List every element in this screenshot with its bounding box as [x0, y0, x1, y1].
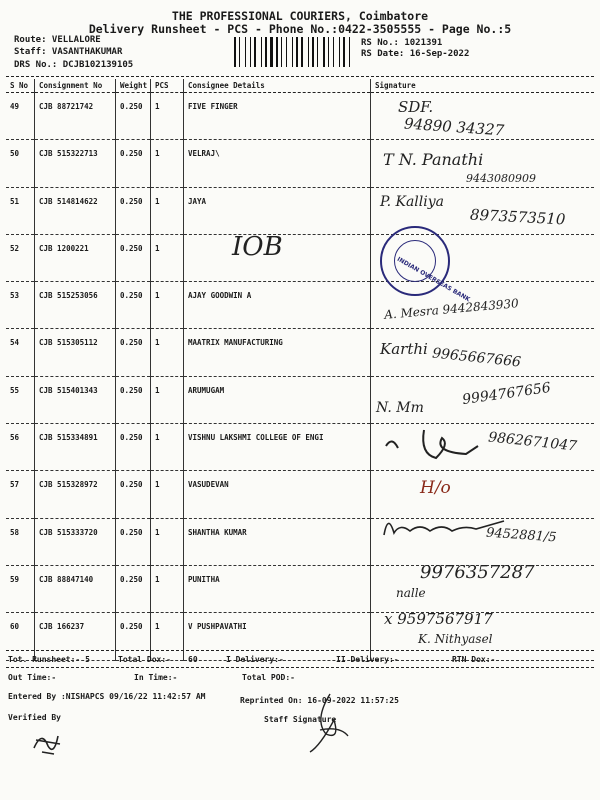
table-header-row [6, 79, 594, 93]
cell-weight: 0.250 [116, 471, 151, 518]
handwriting-r58: 9452881/5 [485, 525, 557, 546]
cell-consignee: MAATRIX MANUFACTURING [184, 329, 371, 376]
footer-divider-2 [6, 667, 594, 668]
cell-consignee: SHANTHA KUMAR [184, 518, 371, 565]
cell-sno: 54 [6, 329, 35, 376]
cell-pcs: 1 [151, 424, 184, 471]
cell-consignee: VELRAJ\ [184, 140, 371, 187]
handwriting-r49a: SDF. [398, 98, 434, 116]
cell-pcs: 1 [151, 282, 184, 329]
cell-consignment: CJB 514814622 [35, 187, 116, 234]
handwriting-r60a: x 9597567917 [384, 610, 493, 628]
cell-sno: 52 [6, 234, 35, 281]
col-pcs: PCS [151, 79, 184, 93]
cell-weight: 0.250 [116, 329, 151, 376]
barcode-bar [349, 37, 350, 67]
col-consignment: Consignment No [35, 79, 116, 93]
handwriting-r59a: 9976357287 [420, 562, 535, 583]
cell-pcs: 1 [151, 613, 184, 660]
rs-number: RS No.: 1021391 [361, 38, 443, 48]
barcode-bar [268, 37, 269, 67]
tot-runsheet: Tot. Runsheet:- 5 [8, 655, 90, 664]
barcode-bar [274, 37, 275, 67]
barcode-bar [276, 37, 278, 67]
barcode-bar [279, 37, 280, 67]
barcode-bar [234, 37, 236, 67]
verified-signature [28, 726, 68, 758]
barcode-bar [254, 37, 256, 67]
cell-pcs: 1 [151, 329, 184, 376]
barcode-bar [341, 37, 342, 67]
cell-sno: 49 [6, 93, 35, 140]
cell-consignment: CJB 515305112 [35, 329, 116, 376]
rtn-dox: RTN Dox:- [452, 655, 496, 664]
barcode-bar [283, 37, 285, 67]
barcode-bar [252, 37, 253, 67]
ii-delivery: II Delivery:- [336, 655, 399, 664]
in-time: In Time:- [134, 673, 178, 682]
cell-weight: 0.250 [116, 613, 151, 660]
cell-sno: 58 [6, 518, 35, 565]
handwriting-r51a: P. Kalliya [380, 194, 444, 210]
cell-pcs: 1 [151, 234, 184, 281]
barcode-bar [241, 37, 244, 67]
cell-consignee: AJAY GOODWIN A [184, 282, 371, 329]
cell-weight: 0.250 [116, 518, 151, 565]
rs-date: RS Date: 16-Sep-2022 [361, 49, 470, 59]
cell-weight: 0.250 [116, 424, 151, 471]
cell-weight: 0.250 [116, 565, 151, 612]
barcode-bar [250, 37, 251, 67]
total-dox-value: 60 [188, 655, 198, 664]
cell-consignment: CJB 166237 [35, 613, 116, 660]
barcode-bar [326, 37, 327, 67]
cell-consignee: V PUSHPAVATHI [184, 613, 371, 660]
barcode-bar [333, 37, 334, 67]
table-row [6, 93, 594, 140]
handwriting-r60b: K. Nithyasel [418, 632, 493, 646]
barcode-bar [335, 37, 338, 67]
cell-consignment: CJB 1200221 [35, 234, 116, 281]
reprinted-on: Reprinted On: 16-09-2022 11:57:25 [240, 696, 399, 705]
cell-pcs: 1 [151, 471, 184, 518]
barcode-bar [263, 37, 264, 67]
barcode-bar [265, 37, 267, 67]
cell-consignee: VISHNU LAKSHMI COLLEGE OF ENGI [184, 424, 371, 471]
handwriting-r56: 9862671047 [487, 429, 578, 455]
cell-pcs: 1 [151, 93, 184, 140]
cell-sno: 55 [6, 376, 35, 423]
barcode-bar [261, 37, 262, 67]
barcode-bar [292, 37, 293, 67]
handwriting-r49b: 94890 34327 [403, 114, 505, 140]
barcode-bar [317, 37, 318, 67]
cell-consignment: CJB 515322713 [35, 140, 116, 187]
col-signature: Signature [371, 79, 595, 93]
handwriting-r50a: T N. Panathi [383, 150, 484, 169]
footer-divider [6, 650, 594, 651]
total-pod: Total POD:- [242, 673, 295, 682]
barcode-header [234, 37, 352, 67]
cell-sno: 57 [6, 471, 35, 518]
col-consignee: Consignee Details [184, 79, 371, 93]
cell-weight: 0.250 [116, 187, 151, 234]
col-weight: Weight [116, 79, 151, 93]
handwriting-r53: A. Mesra 9442843930 [383, 296, 520, 322]
handwriting-r57: H/o [420, 478, 451, 498]
barcode-bar [247, 37, 249, 67]
cell-sno: 53 [6, 282, 35, 329]
cell-consignee: VASUDEVAN [184, 471, 371, 518]
cell-weight: 0.250 [116, 376, 151, 423]
staff-signature-scrawl [300, 690, 360, 760]
route-label: Route: VELLALORE [14, 35, 101, 45]
handwriting-r54a: Karthi [380, 340, 428, 358]
handwriting-r55b: 9994767656 [461, 379, 552, 409]
barcode-bar [270, 37, 273, 67]
cell-consignee: ARUMUGAM [184, 376, 371, 423]
divider [6, 76, 594, 77]
barcode-bar [257, 37, 260, 67]
cell-sno: 60 [6, 613, 35, 660]
barcode-bar [328, 37, 329, 67]
cell-sno: 50 [6, 140, 35, 187]
handwriting-r55a: N. Mm [376, 400, 424, 416]
barcode-bar [245, 37, 246, 67]
cell-consignee: PUNITHA [184, 565, 371, 612]
cell-consignment: CJB 515401343 [35, 376, 116, 423]
cell-sno: 59 [6, 565, 35, 612]
cell-consignment: CJB 515334891 [35, 424, 116, 471]
cell-pcs: 1 [151, 518, 184, 565]
cell-pcs: 1 [151, 187, 184, 234]
cell-weight: 0.250 [116, 282, 151, 329]
cell-weight: 0.250 [116, 140, 151, 187]
bank-stamp-text: INDIAN OVERSEAS BANK [395, 255, 472, 304]
out-time: Out Time:- [8, 673, 57, 682]
handwriting-r52: IOB [232, 232, 283, 262]
barcode-bar [239, 37, 240, 67]
cell-sno: 51 [6, 187, 35, 234]
verified-by: Verified By [8, 713, 61, 722]
cell-sno: 56 [6, 424, 35, 471]
barcode-bar [301, 37, 303, 67]
barcode-bar [346, 37, 348, 67]
table-row [6, 234, 594, 281]
barcode-bar [299, 37, 300, 67]
barcode-bar [296, 37, 298, 67]
document-subtitle: Delivery Runsheet - PCS - Phone No.:0422-3505555 - Page No.:5 [88, 22, 512, 36]
barcode-bar [323, 37, 325, 67]
cell-consignment: CJB 88721742 [35, 93, 116, 140]
barcode-bar [294, 37, 295, 67]
i-delivery: I Delivery:- [226, 655, 284, 664]
table-row [6, 613, 594, 660]
signature-scribble-r56 [380, 424, 490, 464]
cell-weight: 0.250 [116, 234, 151, 281]
staff-signature: Staff Signature [264, 715, 337, 724]
cell-consignment: CJB 515333720 [35, 518, 116, 565]
col-sno: S No [6, 79, 35, 93]
cell-weight: 0.250 [116, 93, 151, 140]
cell-pcs: 1 [151, 376, 184, 423]
cell-consignee: JAYA [184, 187, 371, 234]
handwriting-r59b: nalle [396, 586, 426, 600]
drs-number: DRS No.: DCJB102139105 [14, 60, 134, 70]
barcode-bar [315, 37, 316, 67]
barcode-bar [304, 37, 307, 67]
barcode-bar [310, 37, 311, 67]
cell-consignment: CJB 515328972 [35, 471, 116, 518]
barcode-bar [281, 37, 282, 67]
entered-by: Entered By :NISHAPCS 09/16/22 11:42:57 AM [8, 692, 206, 701]
cell-pcs: 1 [151, 140, 184, 187]
cell-consignee: FIVE FINGER [184, 93, 371, 140]
barcode-bar [330, 37, 332, 67]
handwriting-r54b: 9965667666 [431, 345, 522, 371]
staff-label: Staff: VASANTHAKUMAR [14, 47, 123, 57]
handwriting-r51b: 8973573510 [469, 205, 566, 229]
barcode-bar [312, 37, 314, 67]
cell-consignment: CJB 515253056 [35, 282, 116, 329]
barcode-bar [288, 37, 291, 67]
barcode-bar [308, 37, 309, 67]
document-title: THE PROFESSIONAL COURIERS, Coimbatore [171, 9, 429, 23]
total-dox-label: Total Dox:- [118, 655, 171, 664]
barcode-bar [237, 37, 238, 67]
barcode-bar [343, 37, 345, 67]
barcode-bar [339, 37, 340, 67]
cell-pcs: 1 [151, 565, 184, 612]
cell-consignment: CJB 88847140 [35, 565, 116, 612]
barcode-bar [319, 37, 322, 67]
handwriting-r50b: 9443080909 [466, 172, 536, 185]
barcode-bar [286, 37, 287, 67]
